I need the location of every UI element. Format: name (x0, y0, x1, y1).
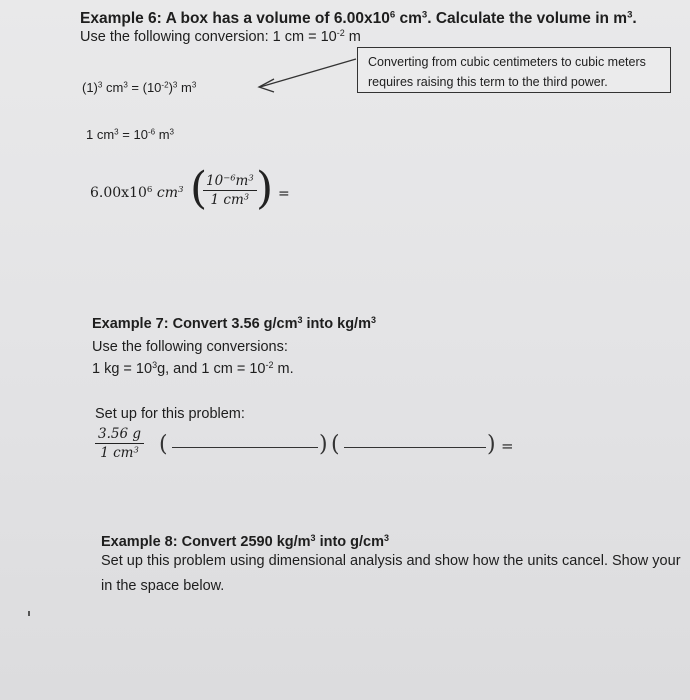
fraction-m3-per-cm3: $\frac{10^{-6}m^3}{1 cm^3}$ (203, 173, 257, 208)
blank-line-2[interactable] (344, 447, 486, 448)
example-7-setup-equation: $\frac{3.56 g}{1 cm^3}$ ( ) ( ) = (95, 426, 535, 472)
example-7-use: Use the following conversions: (92, 339, 288, 355)
example-6-title: Example 6: A box has a volume of $6.00x10^6$ $cm^3$. Calculate the volume in $m^3$. (80, 9, 637, 27)
callout-box (357, 47, 671, 93)
equation-cubed: $(1)^3$ $cm^3 = (10^{-2})^3$ $m^3$ (82, 80, 197, 95)
blank-1-open-paren: ( (159, 432, 168, 457)
example-8-instruction-line-1: Set up this problem using dimensional analysis and show how the units cancel. Show your (101, 553, 681, 569)
example-7-title: Example 7: Convert 3.56 $g/cm^3$ into $kg/m^3$ (92, 315, 376, 332)
example-8-instruction-line-2: in the space below. (101, 578, 225, 594)
fraction-g-per-cm3: $\frac{3.56 g}{1 cm^3}$ (95, 426, 144, 461)
right-paren: ) (256, 163, 274, 214)
callout-line-1: Converting from cubic centimeters to cubic meters (368, 55, 646, 69)
example-6-conversion: Use the following conversion: 1 cm = $10^{-2}$ m (80, 28, 361, 45)
example-7-setup-label: Set up for this problem: (95, 406, 245, 422)
pencil-mark (28, 611, 30, 616)
example-8-title: Example 8: Convert 2590 $kg/m^3$ into $g/cm^3$ (101, 533, 390, 550)
left-paren: ( (190, 163, 208, 214)
callout-arrow (250, 56, 360, 96)
blank-line-1[interactable] (172, 447, 318, 448)
blank-2-open-paren: ( (331, 432, 340, 457)
blank-2-close-paren: ) (487, 432, 496, 457)
blank-1-close-paren: ) (319, 432, 328, 457)
equation-result: 1 $cm^3 = 10^{-6}$ $m^3$ (86, 127, 175, 142)
example-7-conversions: 1 kg = $10^3g$, and 1 cm = $10^{-2}$ m. (92, 360, 294, 377)
callout-line-2: requires raising this term to the third power. (368, 75, 608, 89)
